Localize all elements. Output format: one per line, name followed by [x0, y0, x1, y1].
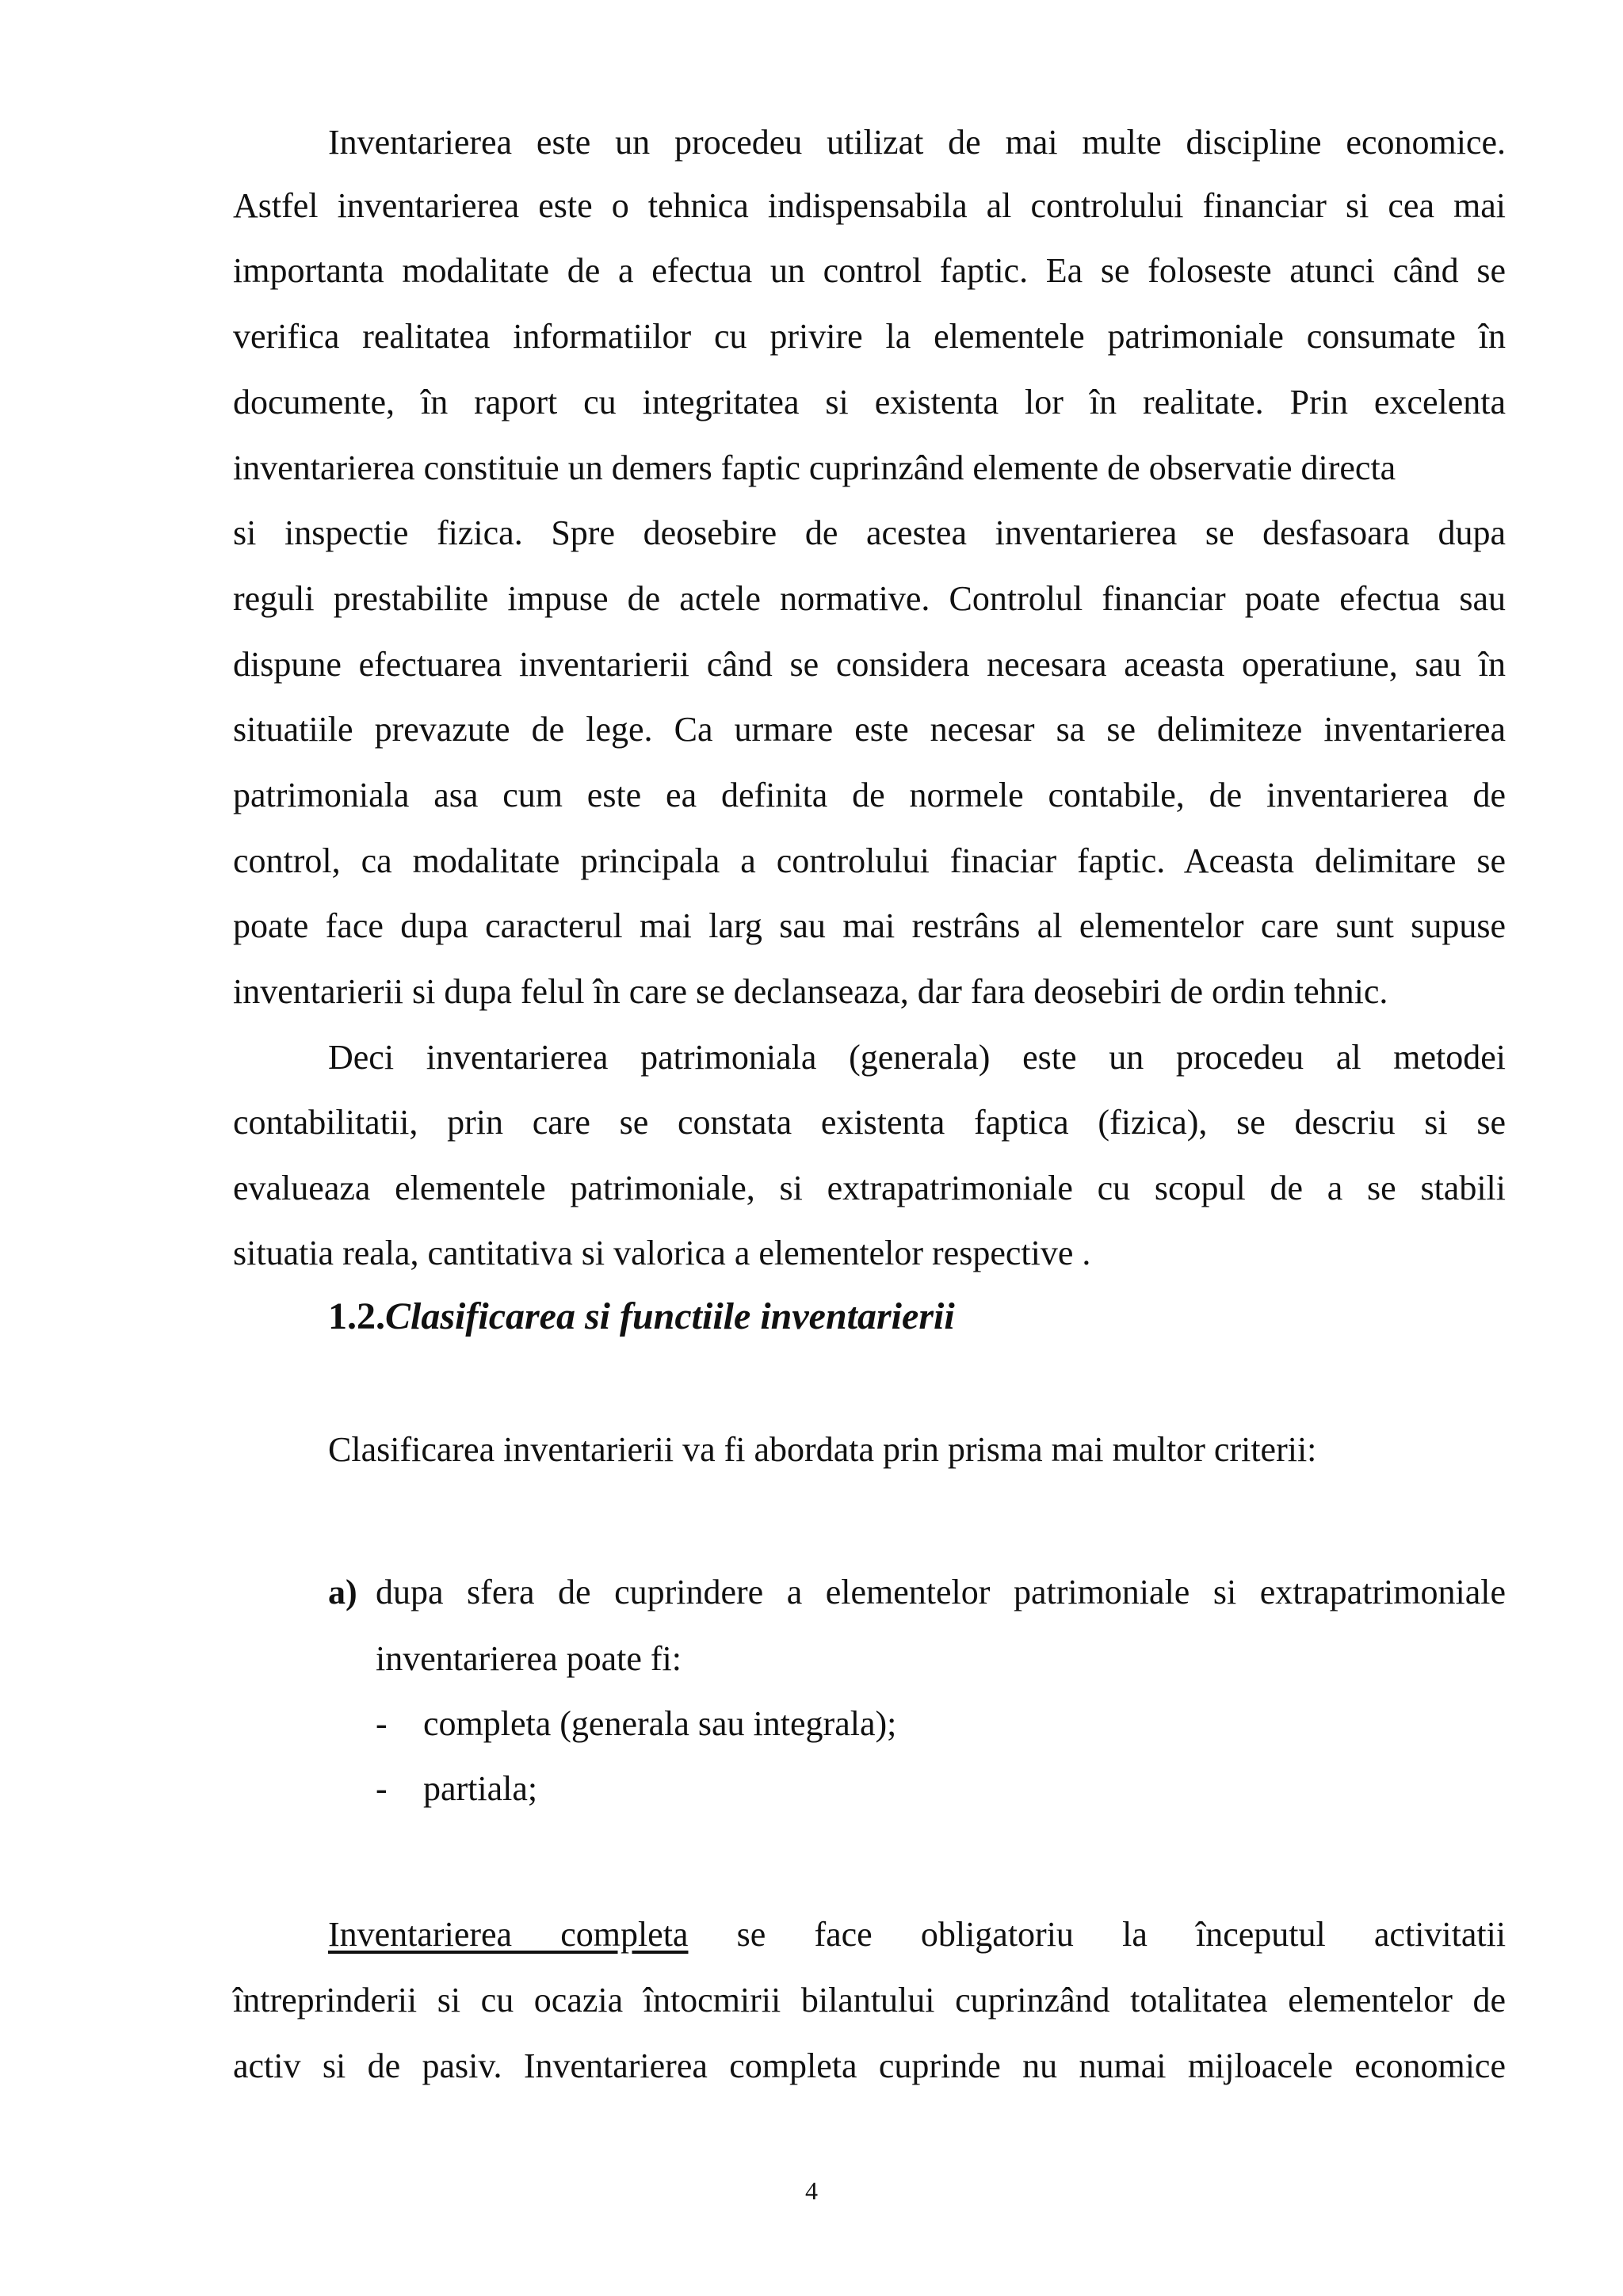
paragraph-line: reguli prestabilite impuse de actele normative. Controlul financiar poate efectua sau — [233, 579, 1506, 618]
paragraph-line: Deci inventarierea patrimoniala (generala) este un procedeu al metodei — [328, 1038, 1506, 1077]
intro-line: Clasificarea inventarierii va fi abordata prin prisma mai multor criterii: — [328, 1430, 1317, 1469]
section-title: Clasificarea si functiile inventarierii — [385, 1295, 955, 1337]
page-number: 4 — [805, 2176, 818, 2205]
dash-bullet: - — [376, 1704, 388, 1743]
section-heading — [328, 1291, 955, 1342]
paragraph-line: inventarierii si dupa felul în care se declanseaza, dar fara deosebiri de ordin tehnic. — [233, 972, 1388, 1011]
paragraph-line: si inspectie fizica. Spre deosebire de acestea inventarierea se desfasoara dupa — [233, 513, 1506, 552]
word: la — [1122, 1915, 1148, 1954]
paragraph-line: situatia reala, cantitativa si valorica a elementelor respective . — [233, 1234, 1091, 1272]
paragraph-line: inventarierea constituie un demers faptic cuprinzând elemente de observatie directa — [233, 448, 1396, 487]
paragraph-line: dispune efectuarea inventarierii când se considera necesara aceasta operatiune, sau în — [233, 645, 1506, 684]
word: se — [736, 1915, 766, 1954]
paragraph-line: evalueaza elementele patrimoniale, si extrapatrimoniale cu scopul de a se stabili — [233, 1169, 1506, 1207]
paragraph-line: Astfel inventarierea este o tehnica indispensabila al controlului financiar si cea mai — [233, 186, 1506, 225]
section-number: 1.2. — [328, 1295, 385, 1337]
paragraph-line: verifica realitatea informatiilor cu privire la elementele patrimoniale consumate în — [233, 317, 1506, 356]
list-item: partiala; — [423, 1769, 538, 1808]
paragraph-line: contabilitatii, prin care se constata existenta faptica (fizica), se descriu si se — [233, 1103, 1506, 1142]
paragraph-line — [328, 1911, 1506, 1958]
paragraph-line: activ si de pasiv. Inventarierea completa cuprinde nu numai mijloacele economice — [233, 2046, 1506, 2085]
paragraph-line: control, ca modalitate principala a controlului finaciar faptic. Aceasta delimitare se — [233, 841, 1506, 880]
dash-bullet: - — [376, 1769, 388, 1808]
paragraph-line: poate face dupa caracterul mai larg sau mai restrâns al elementelor care sunt supuse — [233, 906, 1506, 945]
word: face — [814, 1915, 873, 1954]
list-marker: a) — [328, 1573, 357, 1611]
paragraph-line: Inventarierea este un procedeu utilizat de mai multe discipline economice. — [328, 123, 1506, 162]
paragraph-line: documente, în raport cu integritatea si existenta lor în realitate. Prin excelenta — [233, 383, 1506, 421]
word: începutul — [1196, 1915, 1326, 1954]
list-item: completa (generala sau integrala); — [423, 1704, 897, 1743]
list-line: inventarierea poate fi: — [376, 1639, 682, 1678]
paragraph-line: importanta modalitate de a efectua un control faptic. Ea se foloseste atunci când se — [233, 251, 1506, 290]
list-line: dupa sfera de cuprindere a elementelor patrimoniale si extrapatrimoniale — [376, 1573, 1506, 1611]
paragraph-line: patrimoniala asa cum este ea definita de normele contabile, de inventarierea de — [233, 776, 1506, 814]
word: activitatii — [1373, 1915, 1507, 1954]
paragraph-line: situatiile prevazute de lege. Ca urmare este necesar sa se delimiteze inventarierea — [233, 710, 1506, 749]
underlined-term: Inventarierea completa — [328, 1915, 689, 1954]
word: obligatoriu — [920, 1915, 1074, 1954]
paragraph-line: întreprinderii si cu ocazia întocmirii bilantului cuprinzând totalitatea elementelor de — [233, 1981, 1506, 2019]
